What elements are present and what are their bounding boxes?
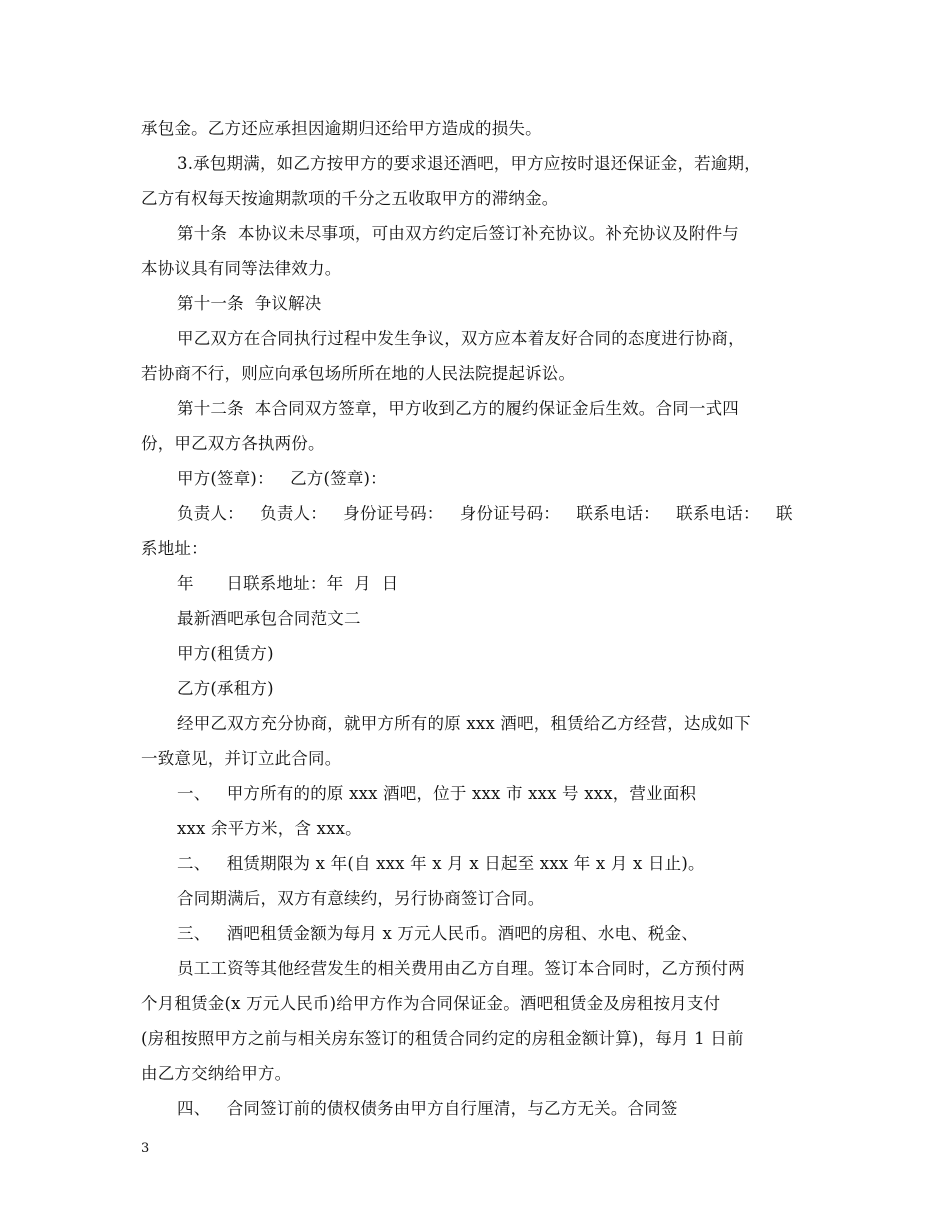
text-line: 系地址： bbox=[141, 539, 208, 558]
text-line: 份，甲乙双方各执两份。 bbox=[141, 434, 325, 453]
text-line: 由乙方交纳给甲方。 bbox=[141, 1064, 292, 1083]
text-line: 个月租赁金(x 万元人民币)给甲方作为合同保证金。酒吧租赁金及房租按月支付 bbox=[141, 994, 721, 1013]
text-line: (房租按照甲方之前与相关房东签订的租赁合同约定的房租金额计算)，每月 1 日前 bbox=[141, 1029, 744, 1048]
text-line: 合同期满后，双方有意续约，另行协商签订合同。 bbox=[177, 889, 545, 908]
text-line: 甲方(签章)： 乙方(签章)： bbox=[177, 469, 387, 488]
text-line: 第十二条 本合同双方签章，甲方收到乙方的履约保证金后生效。合同一式四 bbox=[177, 399, 739, 418]
text-line: 年 日联系地址：年 月 日 bbox=[177, 574, 399, 593]
text-line: 负责人： 负责人： 身份证号码： 身份证号码： 联系电话： 联系电话： 联 bbox=[177, 504, 793, 523]
text-line: 员工工资等其他经营发生的相关费用由乙方自理。签订本合同时，乙方预付两 bbox=[177, 959, 745, 978]
text-line: 一致意见，并订立此合同。 bbox=[141, 749, 342, 768]
text-line: 第十条 本协议未尽事项，可由双方约定后签订补充协议。补充协议及附件与 bbox=[177, 224, 739, 243]
text-line: 承包金。乙方还应承担因逾期归还给甲方造成的损失。 bbox=[141, 119, 542, 138]
page-number: 3 bbox=[141, 1141, 150, 1156]
text-line: 第十一条 争议解决 bbox=[177, 294, 322, 313]
text-line: 经甲乙双方充分协商，就甲方所有的原 xxx 酒吧，租赁给乙方经营，达成如下 bbox=[177, 714, 751, 733]
text-line: 本协议具有同等法律效力。 bbox=[141, 259, 342, 278]
text-line: 甲方(租赁方) bbox=[177, 644, 274, 663]
text-line: 三、 酒吧租赁金额为每月 x 万元人民币。酒吧的房租、水电、税金、 bbox=[177, 924, 699, 943]
text-line: 乙方有权每天按逾期款项的千分之五收取甲方的滞纳金。 bbox=[141, 189, 559, 208]
text-line: 甲乙双方在合同执行过程中发生争议，双方应本着友好合同的态度进行协商， bbox=[177, 329, 745, 348]
text-line: 最新酒吧承包合同范文二 bbox=[177, 609, 361, 628]
text-line: 四、 合同签订前的债权债务由甲方自行厘清，与乙方无关。合同签 bbox=[177, 1099, 678, 1118]
text-line: xxx 余平方米，含 xxx。 bbox=[177, 819, 362, 838]
text-line: 乙方(承租方) bbox=[177, 679, 274, 698]
text-line: 二、 租赁期限为 x 年(自 xxx 年 x 月 x 日起至 xxx 年 x 月 x 日止)。 bbox=[177, 854, 705, 873]
text-line: 一、 甲方所有的的原 xxx 酒吧，位于 xxx 市 xxx 号 xxx，营业面积 bbox=[177, 784, 697, 803]
text-line: 若协商不行，则应向承包场所所在地的人民法院提起诉讼。 bbox=[141, 364, 576, 383]
text-line: 3.承包期满，如乙方按甲方的要求退还酒吧，甲方应按时退还保证金，若逾期， bbox=[177, 154, 761, 173]
